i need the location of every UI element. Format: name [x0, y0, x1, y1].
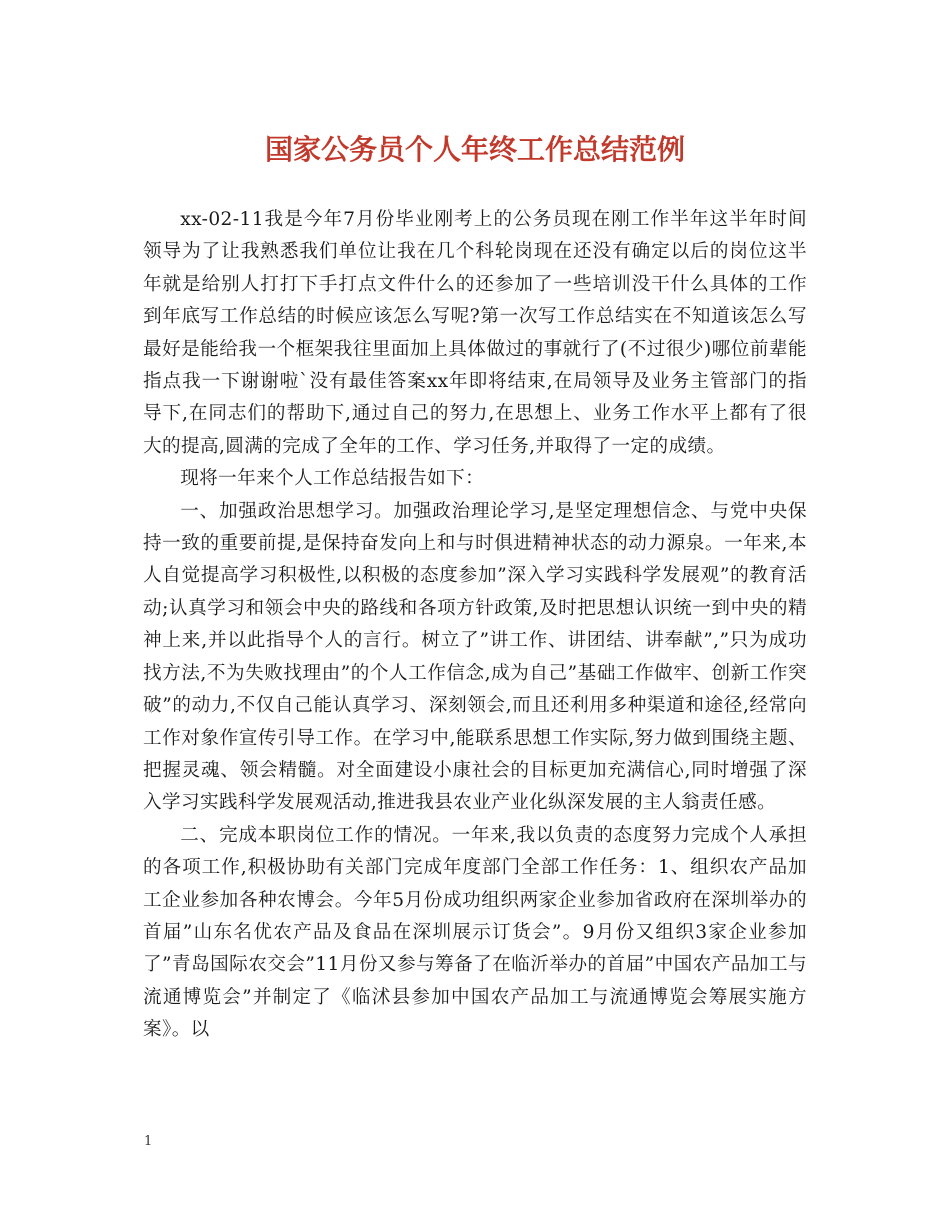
paragraph-section-2: 二、完成本职岗位工作的情况。一年来,我以负责的态度努力完成个人承担的各项工作,积极协助有关部门完成年度部门全部工作任务：1、组织农产品加工企业参加各种农博会。今年5月份成功组织两家企业参加省政府在深圳举办的首届”山东名优农产品及食品在深圳展示订货会”。9月份又组织3家企业参加了”青岛国际农交会”11月份又参与筹备了在临沂举办的首届”中国农产品加工与流通博览会”并制定了《临沭县参加中国农产品加工与流通博览会筹展实施方案》。以	[143, 824, 807, 1041]
paragraph-intro: xx-02-11我是今年7月份毕业刚考上的公务员现在刚工作半年这半年时间领导为了让我熟悉我们单位让我在几个科轮岗现在还没有确定以后的岗位这半年就是给别人打打下手打点文件什么的还参加了一些培训没干什么具体的工作到年底写工作总结的时候应该怎么写呢?第一次写工作总结实在不知道该怎么写最好是能给我一个框架我往里面加上具体做过的事就行了(不过很少)哪位前辈能指点我一下谢谢啦`没有最佳答案xx年即将结束,在局领导及业务主管部门的指导下,在同志们的帮助下,通过自己的努力,在思想上、业务工作水平上都有了很大的提高,圆满的完成了全年的工作、学习任务,并取得了一定的成绩。	[143, 209, 807, 457]
document-title: 国家公务员个人年终工作总结范例	[264, 133, 685, 166]
page-number: 1	[144, 1134, 153, 1149]
paragraph-report-lead: 现将一年来个人工作总结报告如下：	[180, 468, 485, 490]
document-body	[143, 204, 807, 1047]
paragraph-section-1: 一、加强政治思想学习。加强政治理论学习,是坚定理想信念、与党中央保持一致的重要前提,是保持奋发向上和与时俱进精神状态的动力源泉。一年来,本人自觉提高学习积极性,以积极的态度参加”深入学习实践科学发展观”的教育活动;认真学习和领会中央的路线和各项方针政策,及时把思想认识统一到中央的精神上来,并以此指导个人的言行。树立了”讲工作、讲团结、讲奉献”,”只为成功找方法,不为失败找理由”的个人工作信念,成为自己”基础工作做牢、创新工作突破”的动力,不仅自己能认真学习、深刻领会,而且还利用多种渠道和途径,经常向工作对象作宣传引导工作。在学习中,能联系思想工作实际,努力做到围绕主题、把握灵魂、领会精髓。对全面建设小康社会的目标更加充满信心,同时增强了深入学习实践科学发展观活动,推进我县农业产业化纵深发展的主人翁责任感。	[143, 500, 807, 814]
